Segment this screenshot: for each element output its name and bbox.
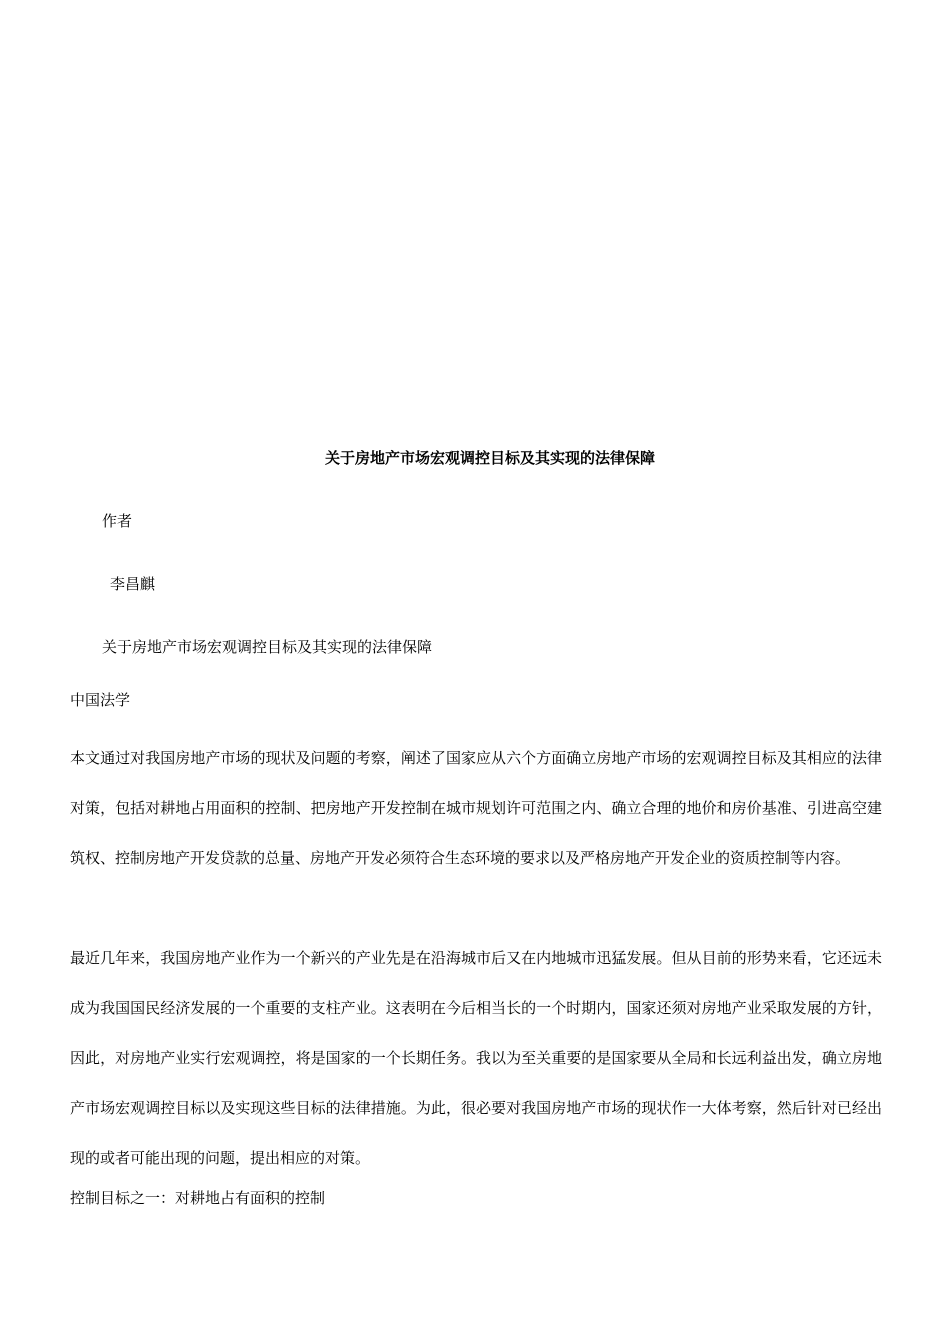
author-name: 李昌麒 (110, 575, 156, 593)
abstract-paragraph (70, 733, 882, 883)
abstract-text: 本文通过对我国房地产市场的现状及问题的考察，阐述了国家应从六个方面确立房地产市场的宏观调控目标及其相应的法律对策，包括对耕地占用面积的控制、把房地产开发控制在城市规划许可范围之内、确立合理的地价和房价基准、引进高空建筑权、控制房地产开发贷款的总量、房地产开发必须符合生态环境的要求以及严格房地产开发企业的资质控制等内容。 (70, 749, 882, 867)
author-label: 作者 (102, 512, 133, 530)
document-title: 关于房地产市场宏观调控目标及其实现的法律保障 (324, 449, 655, 467)
body-text: 最近几年来，我国房地产业作为一个新兴的产业先是在沿海城市后又在内地城市迅猛发展。但从目前的形势来看，它还远未成为我国国民经济发展的一个重要的支柱产业。这表明在今后相当长的一个时期内，国家还须对房地产业采取发展的方针，因此，对房地产业实行宏观调控，将是国家的一个长期任务。我以为至关重要的是国家要从全局和长远利益出发，确立房地产市场宏观调控目标以及实现这些目标的法律措施。为此，很必要对我国房地产市场的现状作一大体考察，然后针对已经出现的或者可能出现的问题，提出相应的对策。 (70, 949, 882, 1167)
document-subtitle: 关于房地产市场宏观调控目标及其实现的法律保障 (102, 638, 433, 656)
body-paragraph (70, 933, 882, 1183)
section-heading: 控制目标之一：对耕地占有面积的控制 (70, 1189, 326, 1207)
source-journal: 中国法学 (70, 691, 131, 709)
